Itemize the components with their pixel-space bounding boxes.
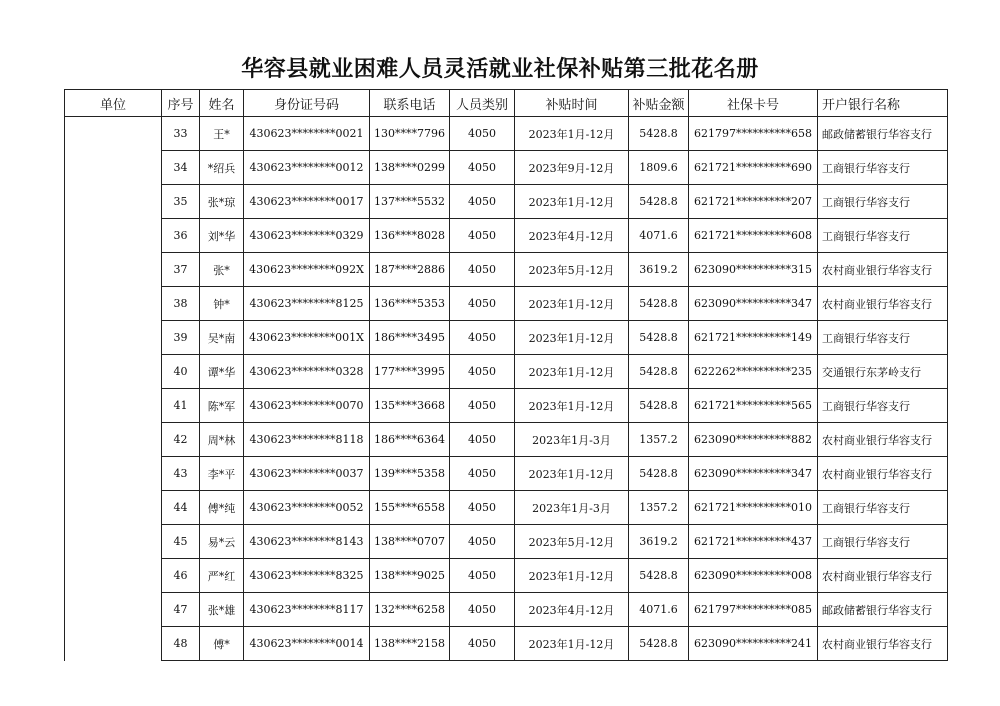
bank-cell: 工商银行华容支行	[818, 185, 948, 219]
table-row	[65, 185, 948, 219]
table-row	[65, 117, 948, 151]
card-number-cell: 621721**********608	[689, 219, 818, 253]
id-number-cell: 430623********8117	[244, 593, 370, 627]
id-number-cell: 430623********8125	[244, 287, 370, 321]
phone-cell: 138****2158	[370, 627, 450, 661]
table-row	[65, 321, 948, 355]
subsidy-amount-cell: 5428.8	[629, 321, 689, 355]
bank-cell: 工商银行华容支行	[818, 151, 948, 185]
bank-cell: 工商银行华容支行	[818, 321, 948, 355]
seq-cell: 40	[162, 355, 200, 389]
card-number-cell: 623090**********882	[689, 423, 818, 457]
table-row	[65, 593, 948, 627]
bank-cell: 交通银行东茅岭支行	[818, 355, 948, 389]
bank-cell: 农村商业银行华容支行	[818, 457, 948, 491]
seq-cell: 42	[162, 423, 200, 457]
col-header-seq: 序号	[162, 90, 200, 117]
name-cell: 李*平	[200, 457, 244, 491]
name-cell: 钟*	[200, 287, 244, 321]
card-number-cell: 622262**********235	[689, 355, 818, 389]
subsidy-period-cell: 2023年1月-3月	[515, 423, 629, 457]
seq-cell: 39	[162, 321, 200, 355]
card-number-cell: 621721**********010	[689, 491, 818, 525]
subsidy-period-cell: 2023年1月-12月	[515, 287, 629, 321]
card-number-cell: 623090**********347	[689, 287, 818, 321]
subsidy-period-cell: 2023年1月-12月	[515, 355, 629, 389]
category-cell: 4050	[450, 253, 515, 287]
seq-cell: 38	[162, 287, 200, 321]
name-cell: 张*雄	[200, 593, 244, 627]
phone-cell: 138****9025	[370, 559, 450, 593]
bank-cell: 农村商业银行华容支行	[818, 253, 948, 287]
phone-cell: 139****5358	[370, 457, 450, 491]
phone-cell: 186****3495	[370, 321, 450, 355]
card-number-cell: 621721**********149	[689, 321, 818, 355]
category-cell: 4050	[450, 627, 515, 661]
category-cell: 4050	[450, 185, 515, 219]
id-number-cell: 430623********0328	[244, 355, 370, 389]
phone-cell: 138****0299	[370, 151, 450, 185]
id-number-cell: 430623********8325	[244, 559, 370, 593]
subsidy-amount-cell: 5428.8	[629, 117, 689, 151]
id-number-cell: 430623********0021	[244, 117, 370, 151]
name-cell: 陈*军	[200, 389, 244, 423]
subsidy-amount-cell: 4071.6	[629, 219, 689, 253]
col-header-subsidy-period: 补贴时间	[515, 90, 629, 117]
phone-cell: 187****2886	[370, 253, 450, 287]
subsidy-period-cell: 2023年1月-12月	[515, 559, 629, 593]
phone-cell: 155****6558	[370, 491, 450, 525]
table-row	[65, 559, 948, 593]
col-header-name: 姓名	[200, 90, 244, 117]
card-number-cell: 623090**********315	[689, 253, 818, 287]
name-cell: 傅*	[200, 627, 244, 661]
subsidy-period-cell: 2023年5月-12月	[515, 525, 629, 559]
bank-cell: 农村商业银行华容支行	[818, 627, 948, 661]
subsidy-amount-cell: 1809.6	[629, 151, 689, 185]
subsidy-period-cell: 2023年1月-12月	[515, 389, 629, 423]
bank-cell: 邮政储蓄银行华容支行	[818, 593, 948, 627]
seq-cell: 44	[162, 491, 200, 525]
seq-cell: 48	[162, 627, 200, 661]
subsidy-amount-cell: 5428.8	[629, 559, 689, 593]
category-cell: 4050	[450, 219, 515, 253]
category-cell: 4050	[450, 457, 515, 491]
table-row	[65, 457, 948, 491]
name-cell: 傅*纯	[200, 491, 244, 525]
phone-cell: 135****3668	[370, 389, 450, 423]
category-cell: 4050	[450, 423, 515, 457]
category-cell: 4050	[450, 559, 515, 593]
category-cell: 4050	[450, 491, 515, 525]
phone-cell: 138****0707	[370, 525, 450, 559]
bank-cell: 工商银行华容支行	[818, 219, 948, 253]
phone-cell: 137****5532	[370, 185, 450, 219]
name-cell: 张*琼	[200, 185, 244, 219]
phone-cell: 130****7796	[370, 117, 450, 151]
seq-cell: 35	[162, 185, 200, 219]
subsidy-amount-cell: 5428.8	[629, 627, 689, 661]
bank-cell: 农村商业银行华容支行	[818, 423, 948, 457]
roster-table	[64, 89, 948, 661]
name-cell: 张*	[200, 253, 244, 287]
name-cell: 吴*南	[200, 321, 244, 355]
card-number-cell: 623090**********008	[689, 559, 818, 593]
card-number-cell: 621721**********565	[689, 389, 818, 423]
subsidy-period-cell: 2023年9月-12月	[515, 151, 629, 185]
table-row	[65, 525, 948, 559]
id-number-cell: 430623********0012	[244, 151, 370, 185]
category-cell: 4050	[450, 525, 515, 559]
subsidy-amount-cell: 5428.8	[629, 355, 689, 389]
subsidy-amount-cell: 5428.8	[629, 457, 689, 491]
subsidy-period-cell: 2023年1月-3月	[515, 491, 629, 525]
id-number-cell: 430623********0052	[244, 491, 370, 525]
subsidy-period-cell: 2023年1月-12月	[515, 627, 629, 661]
col-header-bank: 开户银行名称	[818, 90, 948, 117]
seq-cell: 36	[162, 219, 200, 253]
card-number-cell: 623090**********241	[689, 627, 818, 661]
subsidy-amount-cell: 3619.2	[629, 525, 689, 559]
subsidy-amount-cell: 4071.6	[629, 593, 689, 627]
table-row	[65, 253, 948, 287]
table-row	[65, 627, 948, 661]
card-number-cell: 621721**********437	[689, 525, 818, 559]
bank-cell: 工商银行华容支行	[818, 491, 948, 525]
col-header-card-number: 社保卡号	[689, 90, 818, 117]
unit-cell	[65, 117, 162, 661]
phone-cell: 136****5353	[370, 287, 450, 321]
name-cell: 易*云	[200, 525, 244, 559]
card-number-cell: 623090**********347	[689, 457, 818, 491]
id-number-cell: 430623********001X	[244, 321, 370, 355]
phone-cell: 132****6258	[370, 593, 450, 627]
name-cell: 王*	[200, 117, 244, 151]
subsidy-period-cell: 2023年1月-12月	[515, 185, 629, 219]
subsidy-amount-cell: 5428.8	[629, 287, 689, 321]
card-number-cell: 621797**********658	[689, 117, 818, 151]
bank-cell: 农村商业银行华容支行	[818, 559, 948, 593]
seq-cell: 45	[162, 525, 200, 559]
category-cell: 4050	[450, 593, 515, 627]
category-cell: 4050	[450, 389, 515, 423]
card-number-cell: 621721**********690	[689, 151, 818, 185]
seq-cell: 41	[162, 389, 200, 423]
phone-cell: 136****8028	[370, 219, 450, 253]
subsidy-amount-cell: 1357.2	[629, 423, 689, 457]
table-row	[65, 389, 948, 423]
bank-cell: 工商银行华容支行	[818, 389, 948, 423]
subsidy-amount-cell: 3619.2	[629, 253, 689, 287]
category-cell: 4050	[450, 287, 515, 321]
subsidy-period-cell: 2023年5月-12月	[515, 253, 629, 287]
table-row	[65, 219, 948, 253]
seq-cell: 47	[162, 593, 200, 627]
bank-cell: 工商银行华容支行	[818, 525, 948, 559]
roster-body	[65, 117, 948, 661]
table-row	[65, 355, 948, 389]
seq-cell: 46	[162, 559, 200, 593]
name-cell: 严*红	[200, 559, 244, 593]
id-number-cell: 430623********0329	[244, 219, 370, 253]
category-cell: 4050	[450, 355, 515, 389]
category-cell: 4050	[450, 321, 515, 355]
subsidy-period-cell: 2023年1月-12月	[515, 117, 629, 151]
col-header-subsidy-amount: 补贴金额	[629, 90, 689, 117]
id-number-cell: 430623********0070	[244, 389, 370, 423]
table-row	[65, 151, 948, 185]
name-cell: 刘*华	[200, 219, 244, 253]
subsidy-amount-cell: 5428.8	[629, 389, 689, 423]
seq-cell: 34	[162, 151, 200, 185]
subsidy-amount-cell: 1357.2	[629, 491, 689, 525]
category-cell: 4050	[450, 117, 515, 151]
header-row	[65, 90, 948, 117]
name-cell: 周*林	[200, 423, 244, 457]
card-number-cell: 621797**********085	[689, 593, 818, 627]
phone-cell: 186****6364	[370, 423, 450, 457]
seq-cell: 33	[162, 117, 200, 151]
card-number-cell: 621721**********207	[689, 185, 818, 219]
subsidy-amount-cell: 5428.8	[629, 185, 689, 219]
id-number-cell: 430623********8143	[244, 525, 370, 559]
id-number-cell: 430623********0037	[244, 457, 370, 491]
subsidy-period-cell: 2023年4月-12月	[515, 219, 629, 253]
subsidy-period-cell: 2023年1月-12月	[515, 457, 629, 491]
category-cell: 4050	[450, 151, 515, 185]
col-header-category: 人员类别	[450, 90, 515, 117]
col-header-id-number: 身份证号码	[244, 90, 370, 117]
seq-cell: 43	[162, 457, 200, 491]
col-header-phone: 联系电话	[370, 90, 450, 117]
table-row	[65, 491, 948, 525]
bank-cell: 邮政储蓄银行华容支行	[818, 117, 948, 151]
document-title: 华容县就业困难人员灵活就业社保补贴第三批花名册	[241, 57, 759, 82]
seq-cell: 37	[162, 253, 200, 287]
table-row	[65, 423, 948, 457]
col-header-unit: 单位	[65, 90, 162, 117]
name-cell: *绍兵	[200, 151, 244, 185]
id-number-cell: 430623********8118	[244, 423, 370, 457]
subsidy-period-cell: 2023年4月-12月	[515, 593, 629, 627]
id-number-cell: 430623********092X	[244, 253, 370, 287]
id-number-cell: 430623********0017	[244, 185, 370, 219]
bank-cell: 农村商业银行华容支行	[818, 287, 948, 321]
id-number-cell: 430623********0014	[244, 627, 370, 661]
name-cell: 谭*华	[200, 355, 244, 389]
subsidy-period-cell: 2023年1月-12月	[515, 321, 629, 355]
table-row	[65, 287, 948, 321]
phone-cell: 177****3995	[370, 355, 450, 389]
